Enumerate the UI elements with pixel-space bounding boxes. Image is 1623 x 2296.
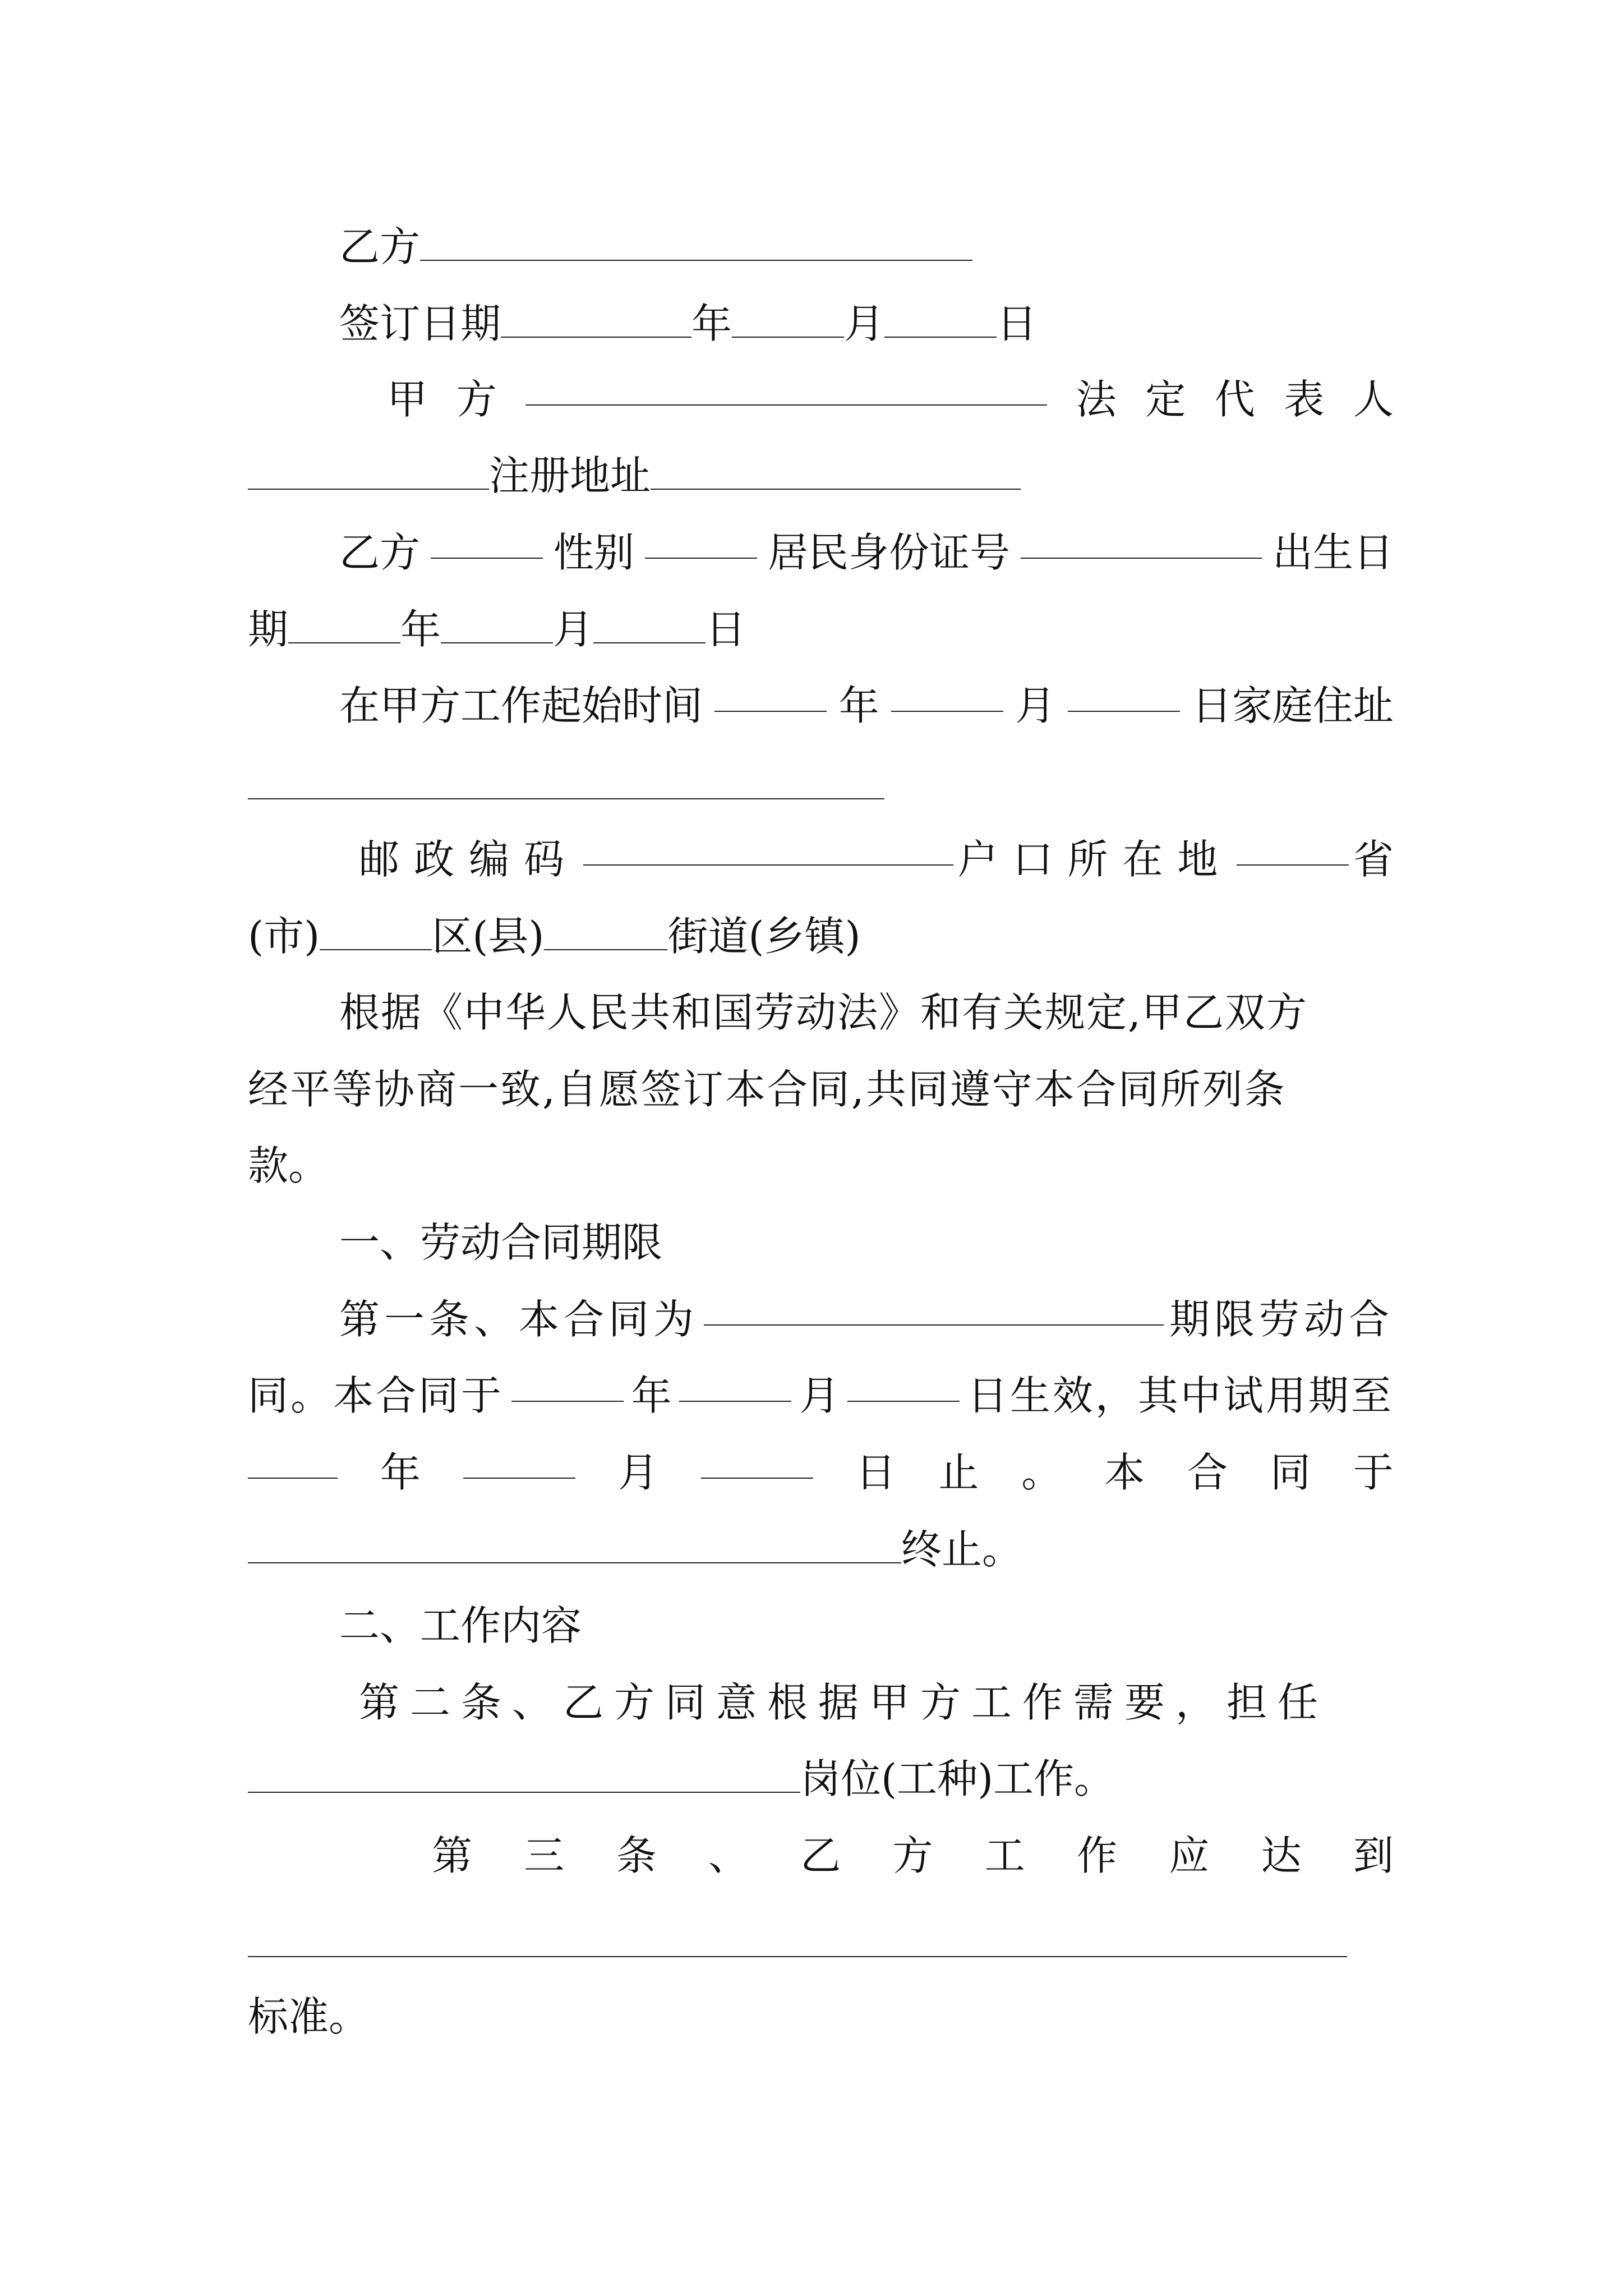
label-dai: 代 [1214,376,1255,423]
blank-effective-month[interactable] [679,1365,791,1402]
label-year: 年 [691,300,732,347]
text-intro-2: 经平等协商一致,自愿签订本合同,共同遵守本合同所列条 [248,1066,1287,1113]
blank-province[interactable] [1237,829,1349,866]
label-period: 。 [1021,1449,1062,1496]
text-intro-3: 款。 [248,1142,329,1189]
char-di: 第 [432,1832,473,1879]
blank-termination-date[interactable] [248,1526,901,1563]
heading-contract-term: 一、劳动合同期限 [339,1219,663,1266]
label-probation-year: 年 [380,1449,421,1496]
blank-birth-month[interactable] [441,606,553,643]
line-start-date [339,675,1394,737]
label-fang: 方 [456,376,497,423]
paragraph-intro-line-1 [339,982,1394,1043]
paragraph-intro-line-2 [248,1059,1394,1120]
label-position: 岗位(工种)工作。 [800,1755,1115,1802]
label-registered-address: 注册地址 [489,452,651,499]
label-ding: 定 [1145,376,1186,423]
line-effective-date [248,1365,1394,1427]
label-he: 合 [1187,1449,1228,1496]
char-tiao: 条 [616,1832,657,1879]
heading-work-content: 二、工作内容 [339,1602,582,1649]
label-ren: 人 [1353,376,1394,423]
line-article-1 [339,1289,1394,1350]
label-birth-day: 日 [706,606,746,653]
blank-sign-day[interactable] [884,301,997,338]
label-standard: 标准。 [248,1993,370,2040]
line-termination [248,1519,1022,1580]
label-party-b: 乙方 [339,223,421,270]
blank-registered-address[interactable] [651,453,1021,490]
line-position [248,1748,1114,1810]
char-zuo: 作 [1077,1832,1118,1879]
char-ying: 应 [1169,1832,1210,1879]
label-probation-month: 月 [617,1449,658,1496]
blank-effective-day[interactable] [847,1365,960,1402]
line-sign-date [339,293,1037,355]
label-yu: 于 [1353,1449,1394,1496]
blank-city[interactable] [320,913,432,950]
label-effective-year: 年 [631,1372,672,1419]
text-intro-1: 根据《中华人民共和国劳动法》和有关规定,甲乙双方 [339,989,1308,1036]
text-article-2: 第二条、乙方同意根据甲方工作需要，担任 [359,1679,1329,1726]
blank-party-b-name-2[interactable] [431,522,543,559]
blank-effective-year[interactable] [511,1365,624,1402]
label-termination: 终止。 [901,1526,1023,1573]
label-start-year: 年 [838,682,879,729]
blank-party-a-name[interactable] [525,369,1047,406]
section-heading-work-content [339,1595,582,1657]
char-gong: 工 [984,1832,1025,1879]
label-city: (市) [248,913,320,960]
blank-probation-day[interactable] [701,1442,813,1479]
paragraph-intro-line-3 [248,1135,329,1197]
char-dun: 、 [708,1832,749,1879]
char-san: 三 [524,1832,565,1879]
line-standard [248,1986,369,2047]
label-birth-month: 月 [553,606,594,653]
label-qi: 期 [248,606,289,653]
blank-start-year[interactable] [714,675,827,712]
blank-sign-month[interactable] [732,301,844,338]
label-ben: 本 [1104,1449,1145,1496]
blank-start-day[interactable] [1068,675,1180,712]
blank-legal-representative[interactable] [248,453,489,490]
blank-work-standard[interactable] [248,1956,1347,1957]
line-probation-end [248,1442,1394,1503]
blank-sign-year[interactable] [501,301,691,338]
label-postal-code: 邮政编码 [359,836,579,883]
blank-probation-year[interactable] [248,1442,338,1479]
blank-postal-code[interactable] [583,829,953,866]
label-biao: 表 [1284,376,1325,423]
label-contract-at: 同。本合同于 [248,1372,504,1419]
line-party-b-name [339,216,972,278]
label-tong: 同 [1270,1449,1311,1496]
line-article-3 [432,1825,1394,1887]
blank-probation-month[interactable] [463,1442,575,1479]
char-da: 达 [1261,1832,1302,1879]
label-id-number: 居民身份证号 [767,529,1010,576]
line-district [248,905,861,967]
label-home-address: 日家庭住址 [1191,682,1394,729]
label-sign-date: 签订日期 [339,300,501,347]
blank-birth-day[interactable] [593,606,706,643]
label-start-month: 月 [1015,682,1056,729]
label-district: 区(县) [432,913,545,960]
blank-start-month[interactable] [891,675,1003,712]
label-birth-year: 年 [400,606,441,653]
label-party-b-2: 乙方 [339,529,421,576]
label-start-time: 在甲方工作起始时间 [339,682,703,729]
line-party-a [387,369,1394,430]
line-birth-date [248,599,746,660]
label-stop: 止 [938,1449,979,1496]
label-effective-day: 日生效，其中试用期至 [967,1372,1394,1419]
label-province: 省 [1353,836,1394,883]
label-day: 日 [997,300,1038,347]
line-postal-code [359,829,1394,890]
label-effective-month: 月 [799,1372,840,1419]
line-article-2 [359,1672,1394,1733]
section-heading-contract-term [339,1212,662,1273]
blank-position[interactable] [248,1756,800,1793]
line-party-b-info [339,522,1394,583]
label-hukou: 户口所在地 [957,836,1233,883]
label-street: 街道(乡镇) [667,913,861,960]
blank-gender[interactable] [645,522,757,559]
label-gender: 性别 [553,529,634,576]
blank-birth-year[interactable] [288,606,400,643]
char-dao: 到 [1353,1832,1394,1879]
char-yi: 乙 [800,1832,841,1879]
blank-contract-type[interactable] [704,1289,1164,1326]
blank-party-b-name[interactable] [420,224,972,261]
label-probation-day: 日 [855,1449,896,1496]
label-month: 月 [844,300,885,347]
char-fang: 方 [892,1832,933,1879]
label-birth-date: 出生日 [1272,529,1394,576]
blank-district[interactable] [544,913,667,950]
blank-home-address[interactable] [248,798,884,799]
label-article-1: 第一条、本合同为 [339,1296,699,1343]
blank-id-number[interactable] [1021,522,1262,559]
label-fa: 法 [1076,376,1117,423]
line-registered-address [248,445,1021,507]
label-jia: 甲 [387,376,428,423]
label-term-labor: 期限劳动合 [1169,1296,1394,1343]
